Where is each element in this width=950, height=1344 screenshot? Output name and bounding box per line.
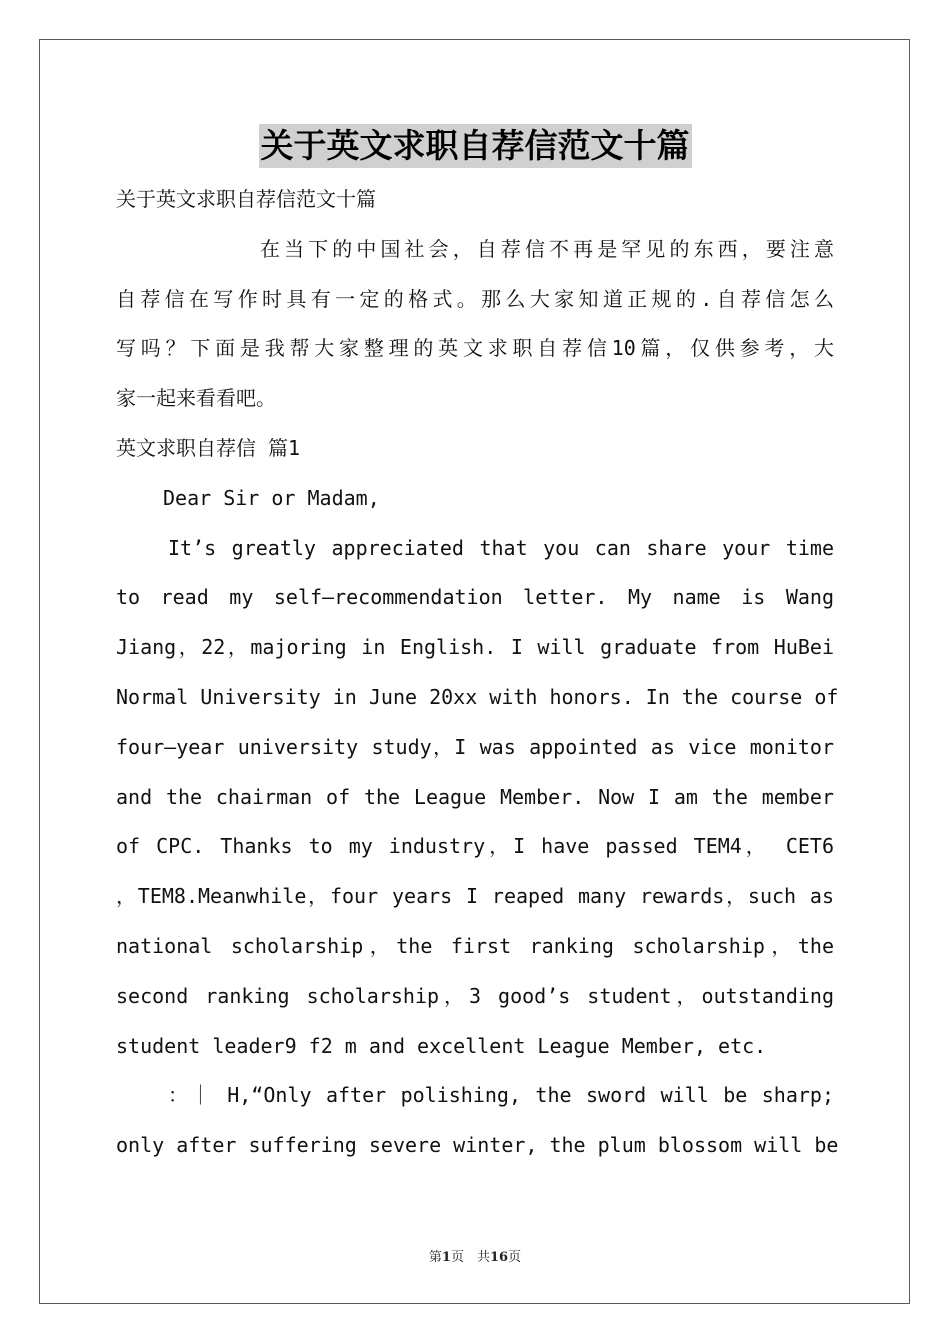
document-body — [116, 175, 839, 1171]
text-line: second ranking scholarship，3 good’s student，outstanding — [116, 983, 834, 1008]
footer-page-suffix: 页 — [508, 1250, 522, 1265]
text-line: It’s greatly appreciated that you can share your time — [168, 535, 834, 560]
footer-page-prefix: 第 — [428, 1250, 442, 1265]
text-line: Normal University in June 20xx with honors. In the course of — [116, 684, 839, 709]
text-line: 家一起来看看吧。 — [116, 386, 276, 411]
text-line: and the chairman of the League Member. Now I am the member — [116, 784, 834, 809]
text-line: 自荐信在写作时具有一定的格式。那么大家知道正规的.自荐信怎么 — [116, 286, 834, 311]
text-line: student leader9 f2 m and excellent League Member, etc. — [116, 1033, 767, 1058]
text-line: 在当下的中国社会，自荐信不再是罕见的东西，要注意 — [260, 236, 834, 261]
footer-page-mid: 页 共 — [450, 1250, 490, 1265]
text-line: 关于英文求职自荐信范文十篇 — [116, 187, 376, 211]
footer-total-pages: 16 — [489, 1250, 509, 1265]
text-line: of CPC. Thanks to my industry，I have passed TEM4， CET6 — [116, 834, 834, 859]
document-title: 关于英文求职自荐信范文十篇 — [259, 124, 692, 168]
text-line: ，TEM8.Meanwhile，four years I reaped many rewards，such as — [116, 884, 834, 909]
page-footer — [0, 1246, 950, 1265]
text-line: four—year university study，I was appointed as vice monitor — [116, 734, 834, 759]
text-line: to read my self—recommendation letter. My name is Wang — [116, 585, 834, 610]
text-line: ：｜ H,“Only after polishing, the sword will be sharp; — [168, 1083, 834, 1108]
text-line: 写吗？下面是我帮大家整理的英文求职自荐信10篇，仅供参考，大 — [116, 336, 834, 361]
title-container — [0, 124, 950, 168]
text-line: only after suffering severe winter, the plum blossom will be — [116, 1133, 839, 1158]
text-line: Dear Sir or Madam, — [163, 485, 380, 510]
text-line: national scholarship，the first ranking scholarship，the — [116, 933, 834, 958]
text-line: Jiang，22，majoring in English. I will graduate from HuBei — [116, 635, 834, 660]
footer-page-number: 1 — [441, 1250, 451, 1265]
text-line: 英文求职自荐信 篇1 — [116, 435, 301, 460]
